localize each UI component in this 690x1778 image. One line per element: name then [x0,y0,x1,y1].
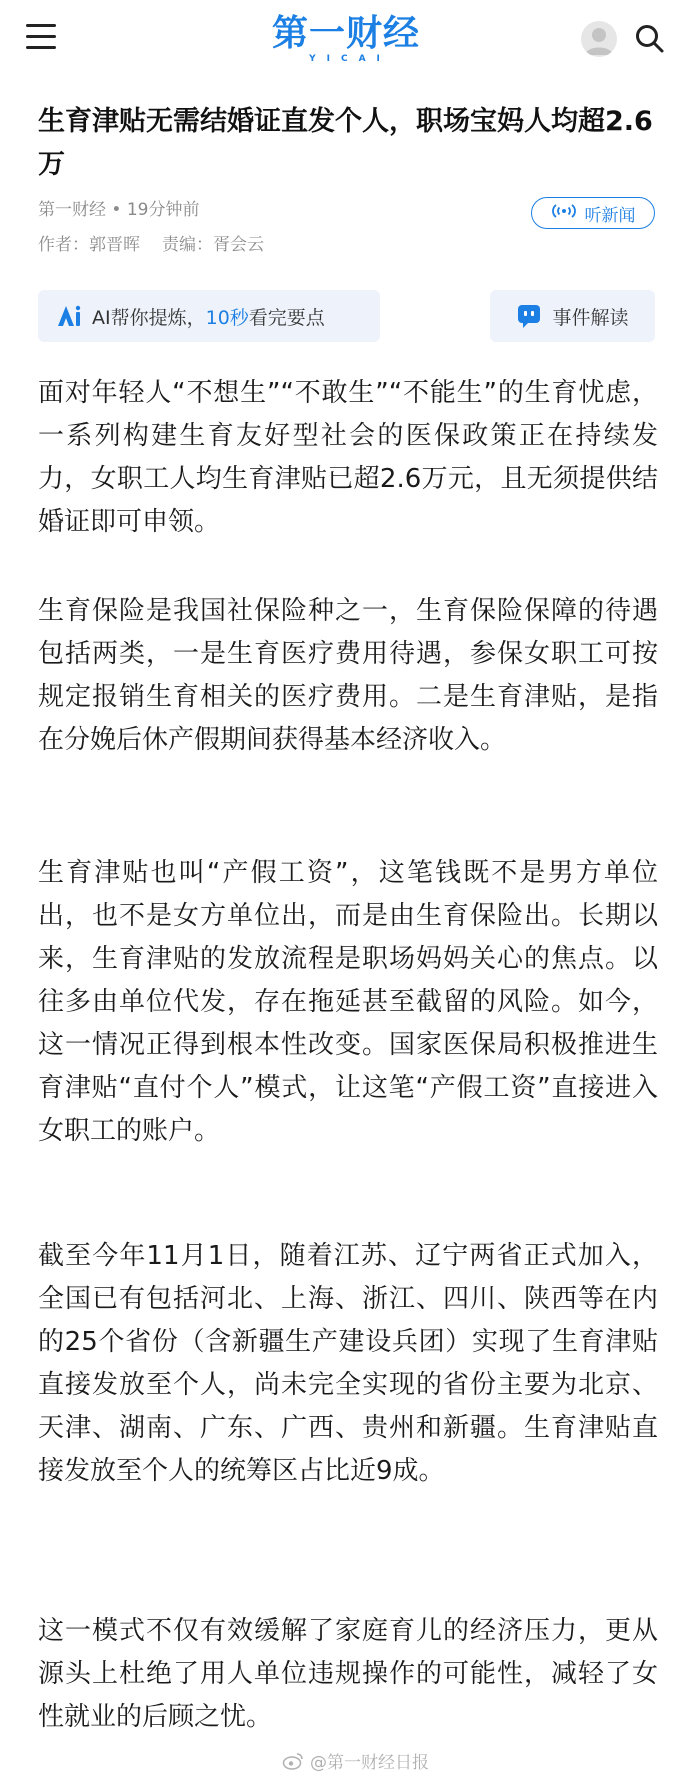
logo-text: 第一财经 [272,13,421,54]
ai-summary-prefix: AI帮你提炼， [92,306,206,329]
listen-news-label: 听新闻 [584,205,636,226]
search-icon[interactable] [633,22,667,56]
top-nav-bar [0,0,690,78]
event-interpretation-label: 事件解读 [552,306,629,329]
author-label: 作者：郭晋晖 [38,235,140,255]
chat-bubble-icon [516,303,542,329]
editor-label: 责编：胥会云 [162,235,264,255]
event-interpretation-button[interactable] [490,290,655,342]
article-paragraph: 生育津贴也叫“产假工资”，这笔钱既不是男方单位出，也不是女方单位出，而是由生育保险出。长期以来，生育津贴的发放流程是职场妈妈关心的焦点。以往多由单位代发，存在拖延甚至截留的风险。如今，这一情况正得到根本性改变。国家医保局积极推进生育津贴“直付个人”模式，让这笔“产假工资”直接进入女职工的账户。 [38,858,658,1146]
ai-icon [56,304,82,328]
watermark-text: @第一财经日报 [310,1753,429,1773]
article-paragraph: 截至今年11月1日，随着江苏、辽宁两省正式加入，全国已有包括河北、上海、浙江、四川、陕西等在内的25个省份（含新疆生产建设兵团）实现了生育津贴直接发放至个人，尚未完全实现的省份主要为北京、天津、湖南、广东、广西、贵州和新疆。生育津贴直接发放至个人的统筹区占比近9成。 [38,1241,658,1486]
ai-summary-highlight: 10秒 [205,306,249,329]
article-paragraph: 面对年轻人“不想生”“不敢生”“不能生”的生育忧虑，一系列构建生育友好型社会的医保政策正在持续发力，女职工人均生育津贴已超2.6万元，且无须提供结婚证即可申领。 [38,378,658,537]
ai-summary-button[interactable] [38,290,380,342]
article-byline [38,232,264,258]
article-paragraph: 这一模式不仅有效缓解了家庭育儿的经济压力，更从源头上杜绝了用人单位违规操作的可能性，减轻了女性就业的后顾之忧。 [38,1616,658,1732]
logo-subtext: YICAI [309,54,391,64]
weibo-watermark [282,1748,429,1773]
article-paragraph: 生育保险是我国社保险种之一，生育保险保障的待遇包括两类，一是生育医疗费用待遇，参保女职工可按规定报销生育相关的医疗费用。二是生育津贴，是指在分娩后休产假期间获得基本经济收入。 [38,596,658,755]
article-title: 生育津贴无需结婚证直发个人，职场宝妈人均超2.6万 [38,106,653,180]
article-source-time: 第一财经 • 19分钟前 [38,200,200,220]
listen-news-button[interactable] [531,197,655,229]
weibo-icon [282,1752,304,1770]
ai-summary-suffix: 看完要点 [248,306,325,329]
yicai-logo[interactable] [272,14,420,66]
user-avatar-icon[interactable] [581,21,617,57]
audio-wave-icon [551,203,577,224]
hamburger-menu-icon[interactable] [26,24,58,50]
